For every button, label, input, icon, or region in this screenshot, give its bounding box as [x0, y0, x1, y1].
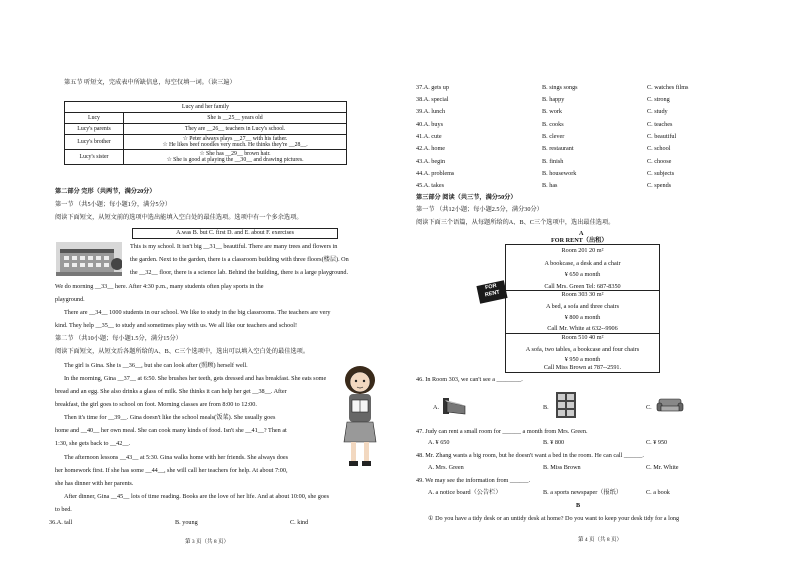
passage2-line: In the morning, Gina __37__ at 6:50. She brushes her teeth, gets dressed and has breakfast. She eats some [64, 375, 327, 382]
section5-instruction: 第五节 听短文，完成表中所缺信息，每空仅填一词。（读三遍） [64, 79, 236, 86]
q47-option-a: A. ¥ 650 [428, 439, 450, 446]
option-c: C. beautiful [647, 133, 677, 140]
passage1-line: There are __34__ 1000 students in our school. We like to study in the big classrooms. The teachers are very [64, 309, 331, 316]
option-a: 41.A. cute [416, 133, 442, 140]
table-line: ☆ She has __29__ brown hair. [199, 151, 271, 157]
rent-ads-box [505, 244, 660, 373]
passage2-line: After dinner, Gina __45__ lots of time reading. Books are the love of her life. And at about 10:00, she goes [64, 493, 330, 500]
passage2-line: 1:30, she gets back to __42__. [55, 440, 131, 447]
q36-option-b: B. young [175, 519, 198, 526]
ad-price: ¥ 650 a month [564, 271, 601, 278]
family-table [64, 101, 347, 165]
sec2-instruction: 阅读下面短文，从短文后各题所给的A、B、C三个选项中，选出可以填入空白处的最佳选项。 [55, 348, 310, 355]
table-cell-info: They are __26__ teachers in Lucy's school. [124, 124, 347, 135]
q48-option-b: B. Miss Brown [543, 464, 581, 471]
q49-text: 49. We may see the information from ______. [416, 477, 531, 484]
word-options-box: A.was B. but C. first D. and E. about F. exercises [132, 228, 338, 239]
bed-icon [441, 394, 467, 418]
passage1-line: kind. They help __35__ to study and sometimes play with us. We all like our teachers and school! [55, 322, 298, 329]
passage2-line: bread and an egg. She also drinks a glass of milk. She thinks it can help her get __38__. After [55, 388, 287, 395]
option-b: B. work [542, 108, 562, 115]
sec2-title: 第二节 （共10小题；每小题1.5分，满分15分） [55, 335, 182, 342]
ad-room: Room 201 20 m² [561, 247, 604, 254]
option-c: C. school [647, 145, 671, 152]
passage1-line: playground. [55, 296, 85, 303]
option-c: C. teaches [647, 121, 673, 128]
for-rent-sign: FOR RENT [476, 280, 507, 303]
page-footer: 第 3 页（共 8 页） [185, 539, 230, 545]
option-c: C. strong [647, 96, 670, 103]
ad-desc: A sofa, two tables, a bookcase and four chairs [525, 346, 640, 353]
table-cell-info [124, 150, 347, 165]
q36-option-c: C. kind [290, 519, 309, 526]
passage-b-line: ① Do you have a tidy desk or an untidy desk at home? Do you want to keep your desk tidy for a long [428, 515, 680, 522]
passage-label-b: B [576, 502, 581, 509]
ad-room: Room 510 40 m² [561, 334, 604, 341]
ad-call: Call Mr. White at 632--9906 [547, 325, 618, 332]
passage1-line: We do morning __33__ here. After 4:30 p.m., many students often play sports in the [55, 283, 264, 290]
table-line: ☆ Peter always plays __27__ with his father. [182, 136, 288, 142]
option-c: C. watches films [647, 84, 689, 91]
q48-text: 48. Mr. Zhang wants a big room, but he doesn't want a bed in the room. He can call ______. [416, 452, 644, 459]
q48-option-a: A. Mrs. Green [428, 464, 464, 471]
sec1-title: 第一节 （共5小题；每小题1分，满分5分） [55, 201, 172, 208]
option-b: B. finish [542, 158, 564, 165]
option-b: B. cooks [542, 121, 564, 128]
table-cell-info [124, 135, 347, 150]
sec1-instruction: 阅读下面短文，从短文前的选项中选出能填入空白处的最佳选项。选项中有一个多余选项。 [55, 214, 303, 221]
table-line: ☆ He likes beef noodles very much. He thinks they're __28__. [162, 142, 308, 148]
table-title: Lucy and her family [65, 102, 347, 113]
sofa-icon [656, 397, 684, 413]
option-b: B. has [542, 182, 558, 189]
q36-option-a: 36.A. tall [49, 519, 73, 526]
passage2-line: to bed. [55, 506, 72, 513]
option-a: 40.A. buys [416, 121, 443, 128]
option-b: B. happy [542, 96, 565, 103]
option-c: C. spends [647, 182, 672, 189]
girl-with-book-image [338, 362, 382, 470]
school-building-image [56, 242, 122, 276]
option-b: B. sings songs [542, 84, 578, 91]
bookcase-icon [555, 391, 577, 419]
ad-title: FOR RENT（出租） [551, 237, 608, 244]
sec1-title: 第一节 （共12小题；每小题2.5分，满分30分） [416, 206, 543, 213]
option-a: 43.A. begin [416, 158, 446, 165]
passage1-line: This is my school. It isn't big __31__ beautiful. There are many trees and flowers in [130, 243, 338, 250]
ad-desc: A bed, a sofa and three chairs [545, 303, 620, 310]
q48-option-c: C. Mr. White [646, 464, 679, 471]
passage2-line: The afternoon lessons __43__ at 5:30. Gina walks home with her friends. She always does [64, 454, 289, 461]
table-cell-who: Lucy's brother [65, 135, 124, 150]
part2-title: 第二部分 完形（共两节，满分20分） [55, 188, 156, 195]
q47-option-c: C. ¥ 950 [646, 439, 668, 446]
ad-desc: A bookcase, a desk and a chair [544, 260, 621, 267]
q46-option-c: C. [646, 404, 652, 411]
q46-option-a: A. [433, 404, 440, 411]
ad-room: Room 303 30 m² [561, 291, 604, 298]
option-b: B. clever [542, 133, 565, 140]
table-line: ☆ She is good at playing the __30__ and drawing pictures. [166, 157, 304, 163]
option-a: 44.A. problems [416, 170, 455, 177]
option-a: 39.A. lunch [416, 108, 446, 115]
passage2-line: Then it's time for __39__. Gina doesn't like the school meals(饭菜). She usually goes [64, 414, 276, 421]
ad-price: ¥ 800 a month [564, 314, 601, 321]
sec1-instruction: 阅读下面三个语篇，从每题所给的A、B、C三个选项中，选出最佳选项。 [416, 219, 615, 226]
option-b: B. restaurant [542, 145, 574, 152]
passage2-line: The girl is Gina. She is __36__, but she can look after (照顾) herself well. [64, 362, 248, 369]
passage2-line: breakfast, the girl goes to school on foot. Morning classes are from 8:00 to 12:00. [55, 401, 257, 408]
option-c: C. subjects [647, 170, 675, 177]
ad-call: Call Mrs. Green Tel: 687-8350 [544, 283, 621, 290]
part3-title: 第三部分 阅读（共三节，满分50分） [416, 194, 517, 201]
ad-price: ¥ 950 a month [564, 356, 601, 363]
table-cell-who: Lucy's parents [65, 124, 124, 135]
ad-call: Call Miss Brown at 787--2591. [543, 364, 622, 371]
page-footer: 第 4 页（共 8 页） [578, 537, 623, 543]
q47-text: 47. Judy can rent a small room for ______ a month from Mrs. Green. [416, 428, 588, 435]
passage2-line: she has dinner with her parents. [55, 480, 134, 487]
passage-label-a: A [579, 230, 584, 237]
table-cell-info: She is __25__ years old [124, 113, 347, 124]
q46-text: 46. In Room 303, we can't see a ________. [416, 376, 523, 383]
passage1-line: the __32__ floor, there is a science lab. Behind the building, there is a large playground. [130, 269, 349, 276]
table-cell-who: Lucy's sister [65, 150, 124, 165]
option-a: 37.A. gets up [416, 84, 449, 91]
table-cell-who: Lucy [65, 113, 124, 124]
option-b: B. housework [542, 170, 577, 177]
option-a: 45.A. takes [416, 182, 445, 189]
option-c: C. choose [647, 158, 672, 165]
passage2-line: home and __40__ her own meal. She can cook many kinds of food. Isn't she __41__? Then at [55, 427, 287, 434]
q49-option-a: A. a notice board（公告栏） [428, 489, 502, 496]
q47-option-b: B. ¥ 800 [543, 439, 565, 446]
passage2-line: her homework first. If she has some __44__, she will call her teachers for help. At about 7:00, [55, 467, 288, 474]
option-a: 42.A. home [416, 145, 446, 152]
option-c: C. study [647, 108, 668, 115]
q46-option-b: B. [543, 404, 549, 411]
passage1-line: the garden. Next to the garden, there is a classroom building with three floors(楼层). On [130, 256, 349, 263]
q49-option-b: B. a sports newspaper（报纸） [543, 489, 623, 496]
option-a: 38.A. special [416, 96, 449, 103]
q49-option-c: C. a book [646, 489, 670, 496]
